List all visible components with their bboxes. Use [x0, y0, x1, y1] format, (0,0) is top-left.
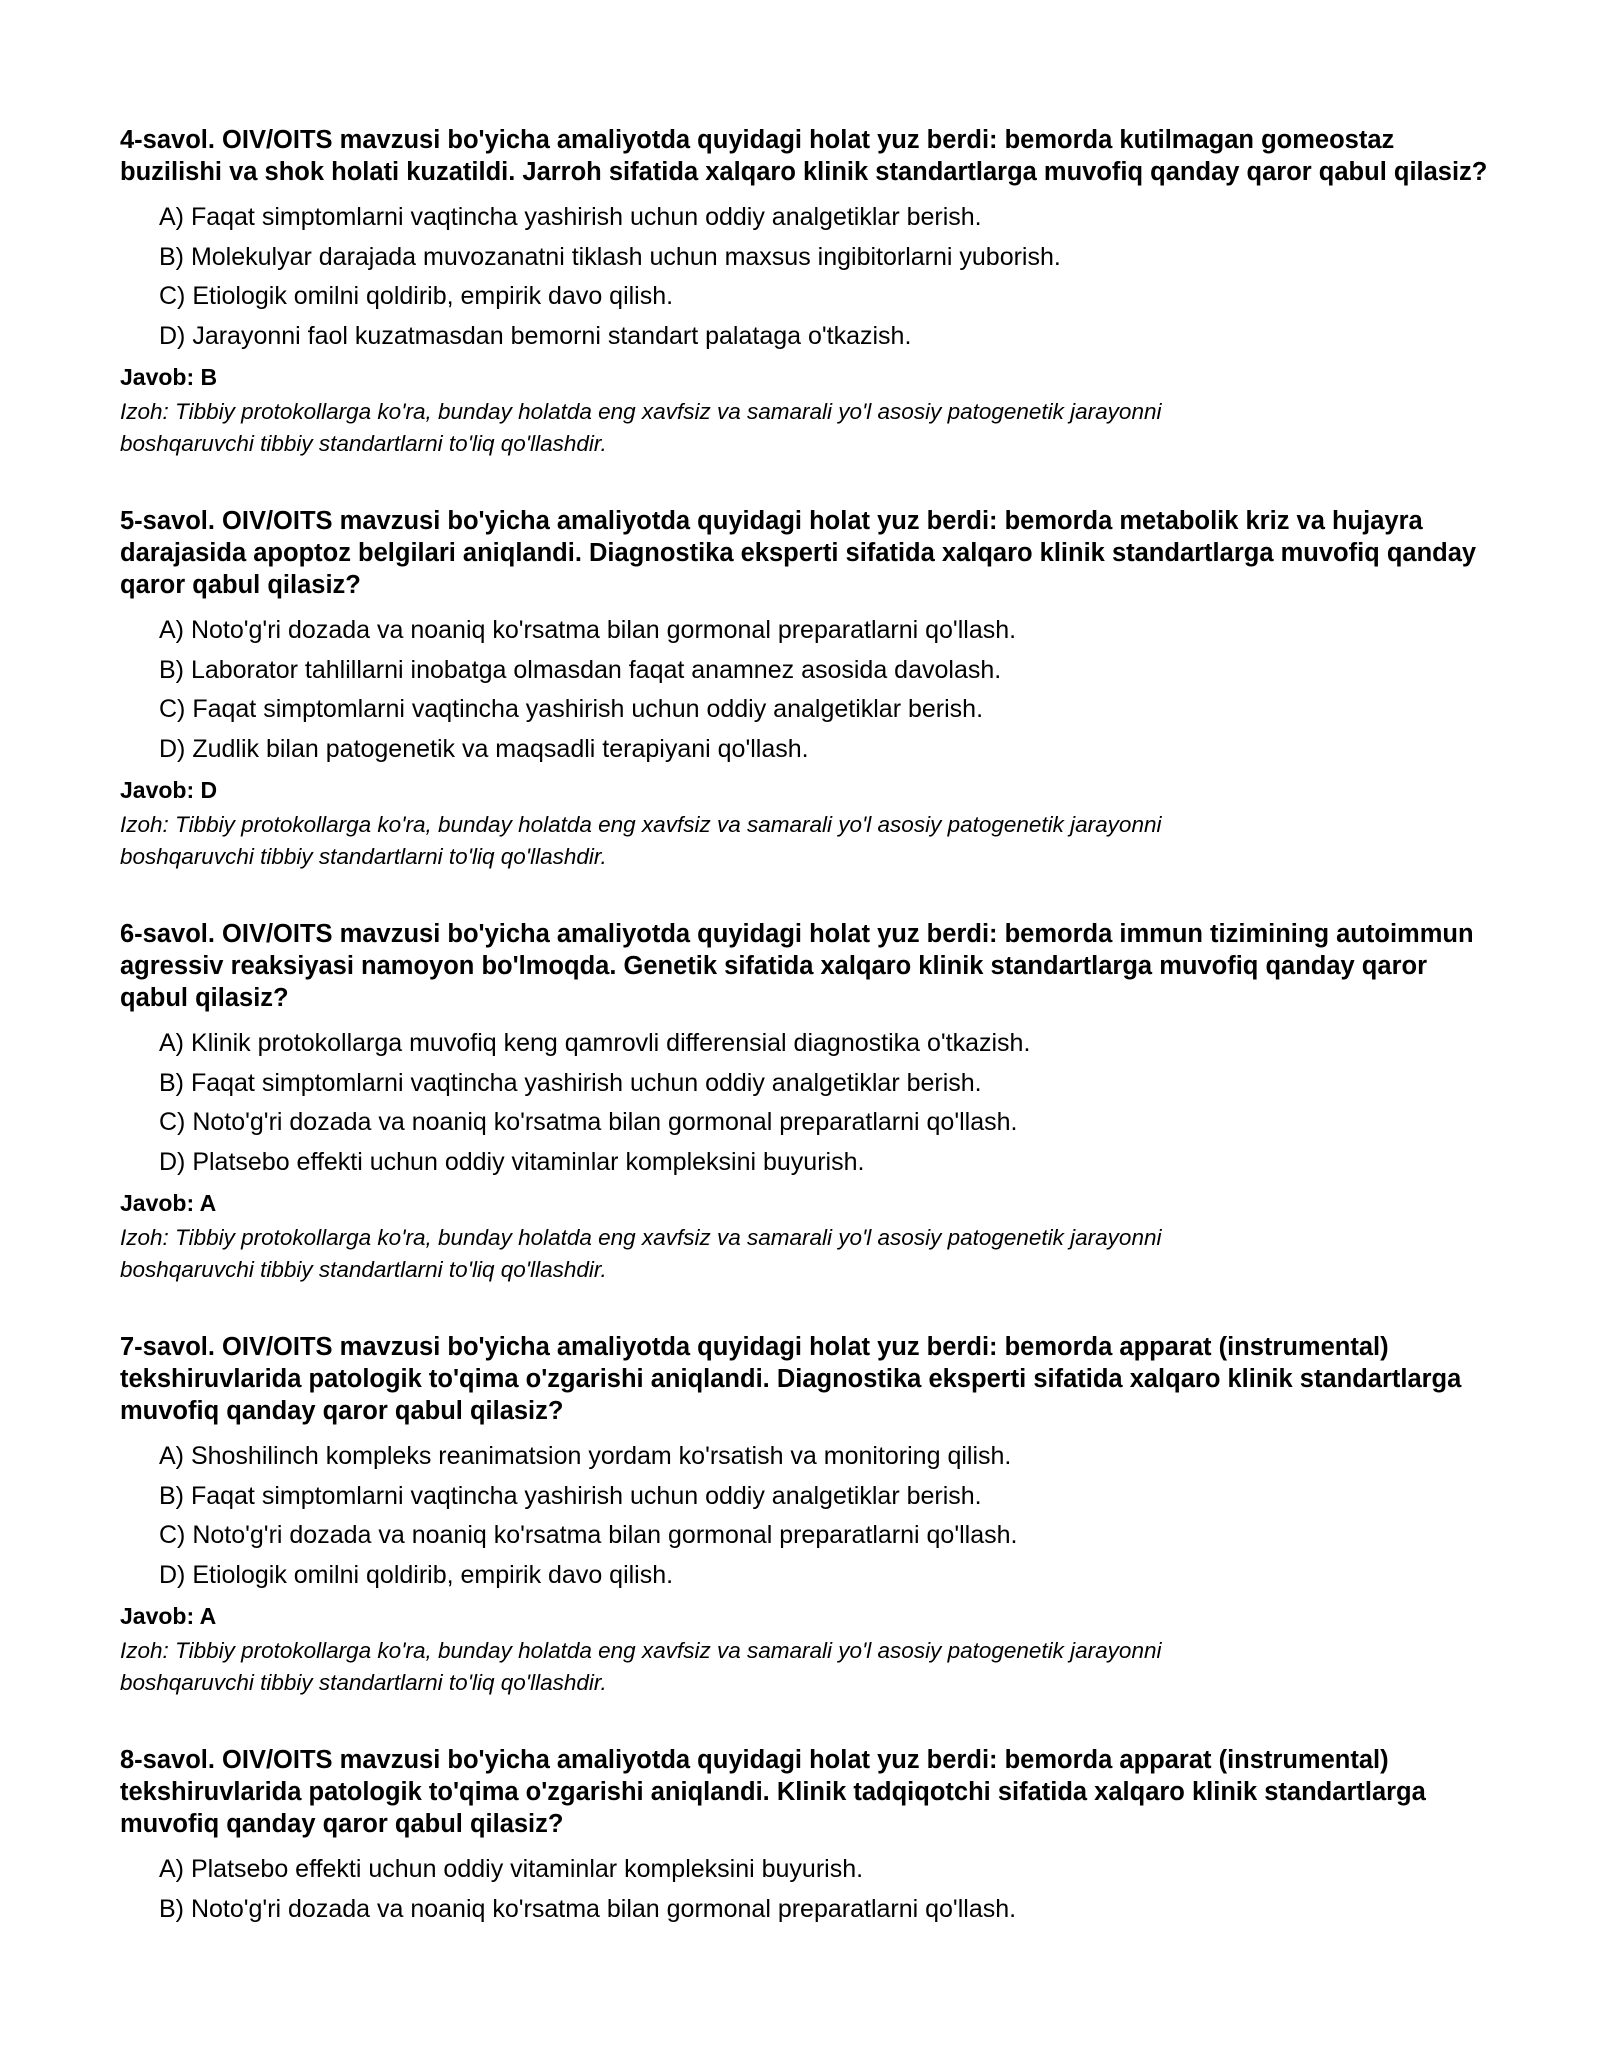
explanation-text [120, 1222, 1500, 1286]
option-list [120, 1437, 1500, 1595]
question-title: 7-savol. OIV/OITS mavzusi bo'yicha amaliyotda quyidagi holat yuz berdi: bemorda apparat (instrumental) tekshiruvlarida patologik to'qima o'zgarishi aniqlandi. Diagnostika eksperti sifatida xalqaro klinik standartlarga muvofiq qanday qaror qabul qilasiz? [120, 1333, 1462, 1425]
explanation-line: Izoh: Tibbiy protokollarga ko'ra, bunday holatda eng xavfsiz va samarali yo'l asosiy patogenetik jarayonni [120, 1225, 1162, 1250]
option-item: A) Noto'g'ri dozada va noaniq ko'rsatma bilan gormonal preparatlarni qo'llash. [159, 616, 1017, 644]
question-title: 4-savol. OIV/OITS mavzusi bo'yicha amaliyotda quyidagi holat yuz berdi: bemorda kutilmagan gomeostaz buzilishi va shok holati kuzatildi. Jarroh sifatida xalqaro klinik standartlarga muvofiq qanday qaror qabul qilasiz? [120, 126, 1488, 186]
question-title: 8-savol. OIV/OITS mavzusi bo'yicha amaliyotda quyidagi holat yuz berdi: bemorda apparat (instrumental) tekshiruvlarida patologik to'qima o'zgarishi aniqlandi. Klinik tadqiqotchi sifatida xalqaro klinik standartlarga muvofiq qanday qaror qabul qilasiz? [120, 1746, 1426, 1838]
explanation-line: boshqaruvchi tibbiy standartlarni to'liq qo'llashdir. [120, 431, 607, 456]
answer-label: Javob: A [120, 1603, 217, 1629]
option-item: B) Molekulyar darajada muvozanatni tiklash uchun maxsus ingibitorlarni yuborish. [159, 242, 1061, 271]
option-item: B) Faqat simptomlarni vaqtincha yashirish uchun oddiy analgetiklar berish. [159, 1481, 982, 1510]
option-item: A) Faqat simptomlarni vaqtincha yashirish uchun oddiy analgetiklar berish. [159, 203, 982, 231]
option-item: B) Faqat simptomlarni vaqtincha yashirish uchun oddiy analgetiklar berish. [159, 1068, 982, 1097]
option-item: A) Klinik protokollarga muvofiq keng qamrovli differensial diagnostika o'tkazish. [159, 1029, 1031, 1057]
question-block [120, 505, 1500, 873]
explanation-text [120, 396, 1500, 460]
option-list [120, 198, 1500, 356]
option-item: D) Jarayonni faol kuzatmasdan bemorni standart palataga o'tkazish. [159, 321, 912, 350]
document-page [120, 124, 1500, 1974]
answer-label: Javob: A [120, 1190, 217, 1216]
question-block [120, 1744, 1500, 1929]
question-block [120, 918, 1500, 1286]
option-item: A) Shoshilinch kompleks reanimatsion yordam ko'rsatish va monitoring qilish. [159, 1442, 1012, 1470]
explanation-text [120, 1635, 1500, 1699]
option-item: C) Noto'g'ri dozada va noaniq ko'rsatma bilan gormonal preparatlarni qo'llash. [159, 1108, 1018, 1136]
question-block [120, 1331, 1500, 1699]
option-item: B) Noto'g'ri dozada va noaniq ko'rsatma bilan gormonal preparatlarni qo'llash. [159, 1894, 1017, 1923]
explanation-line: Izoh: Tibbiy protokollarga ko'ra, bunday holatda eng xavfsiz va samarali yo'l asosiy patogenetik jarayonni [120, 1638, 1162, 1663]
option-item: C) Faqat simptomlarni vaqtincha yashirish uchun oddiy analgetiklar berish. [159, 695, 984, 723]
explanation-line: Izoh: Tibbiy protokollarga ko'ra, bunday holatda eng xavfsiz va samarali yo'l asosiy patogenetik jarayonni [120, 399, 1162, 424]
option-list [120, 1850, 1500, 1929]
explanation-line: boshqaruvchi tibbiy standartlarni to'liq qo'llashdir. [120, 844, 607, 869]
explanation-line: Izoh: Tibbiy protokollarga ko'ra, bunday holatda eng xavfsiz va samarali yo'l asosiy patogenetik jarayonni [120, 812, 1162, 837]
question-title: 6-savol. OIV/OITS mavzusi bo'yicha amaliyotda quyidagi holat yuz berdi: bemorda immun tizimining autoimmun agressiv reaksiyasi namoyon bo'lmoqda. Genetik sifatida xalqaro klinik standartlarga muvofiq qanday qaror qabul qilasiz? [120, 920, 1474, 1012]
answer-label: Javob: B [120, 364, 218, 390]
option-list [120, 1024, 1500, 1182]
question-block [120, 124, 1500, 460]
explanation-text [120, 809, 1500, 873]
option-item: B) Laborator tahlillarni inobatga olmasdan faqat anamnez asosida davolash. [159, 655, 1002, 684]
question-title: 5-savol. OIV/OITS mavzusi bo'yicha amaliyotda quyidagi holat yuz berdi: bemorda metabolik kriz va hujayra darajasida apoptoz belgilari aniqlandi. Diagnostika eksperti sifatida xalqaro klinik standartlarga muvofiq qanday qaror qabul qilasiz? [120, 507, 1477, 599]
option-list [120, 611, 1500, 769]
option-item: D) Zudlik bilan patogenetik va maqsadli terapiyani qo'llash. [159, 734, 809, 763]
answer-label: Javob: D [120, 777, 218, 803]
explanation-line: boshqaruvchi tibbiy standartlarni to'liq qo'llashdir. [120, 1670, 607, 1695]
option-item: A) Platsebo effekti uchun oddiy vitaminlar kompleksini buyurish. [159, 1855, 864, 1883]
option-item: D) Etiologik omilni qoldirib, empirik davo qilish. [159, 1560, 674, 1589]
option-item: C) Noto'g'ri dozada va noaniq ko'rsatma bilan gormonal preparatlarni qo'llash. [159, 1521, 1018, 1549]
option-item: D) Platsebo effekti uchun oddiy vitaminlar kompleksini buyurish. [159, 1147, 865, 1176]
option-item: C) Etiologik omilni qoldirib, empirik davo qilish. [159, 282, 674, 310]
explanation-line: boshqaruvchi tibbiy standartlarni to'liq qo'llashdir. [120, 1257, 607, 1282]
